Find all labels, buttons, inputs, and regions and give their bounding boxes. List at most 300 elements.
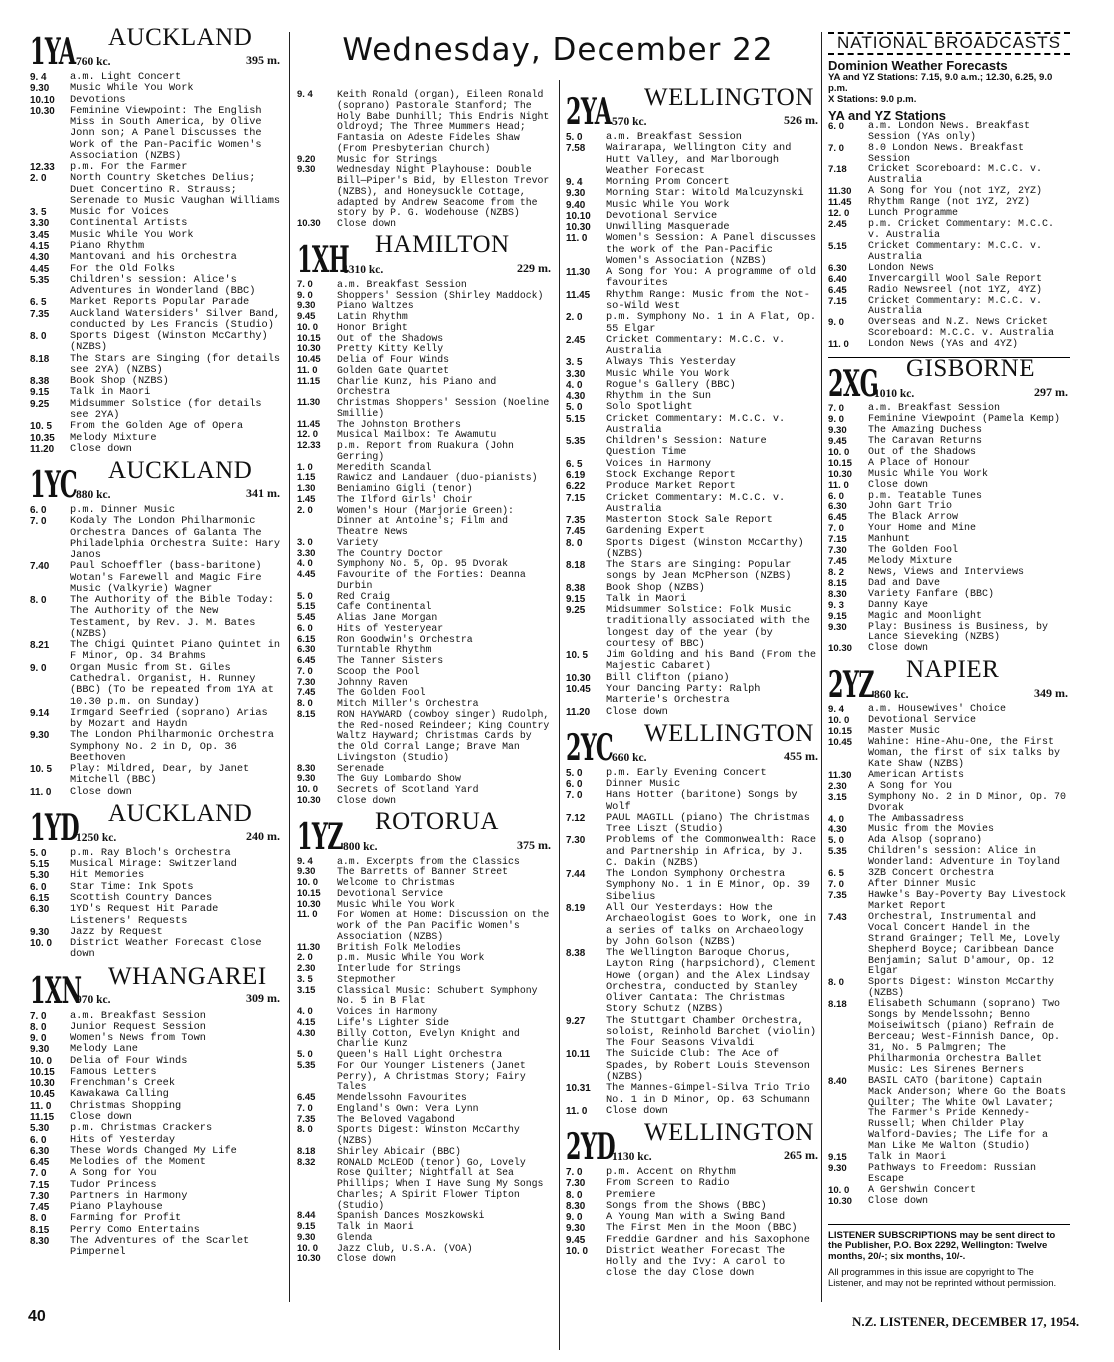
entry-time: 10.10 [566, 210, 591, 222]
entry-time: 9.40 [566, 199, 586, 211]
entry-text: From Screen to Radio [606, 1177, 730, 1190]
entry-time: 4.45 [297, 569, 316, 580]
schedule-entry [566, 290, 820, 313]
entry-time: 5. 0 [297, 1049, 313, 1060]
entry-time: 7.15 [828, 295, 847, 307]
schedule-entry [828, 1077, 1070, 1153]
entry-time: 11.45 [828, 197, 852, 209]
entry-time: 9. 0 [30, 1033, 47, 1045]
station-name: WHANGAREI [108, 962, 267, 990]
entry-text: The Stars are Singing (for details see 2YA) (NZBS) [70, 352, 281, 376]
entry-time: 9.30 [828, 621, 847, 633]
schedule-entry [297, 312, 553, 323]
entry-time: 10. 0 [297, 784, 318, 795]
schedule-entry [828, 286, 1070, 297]
entry-time: 12.33 [30, 162, 55, 174]
entry-time: 11.30 [828, 769, 852, 781]
station-wavelength: 341 m. [246, 485, 280, 500]
entry-text: Perry Como Entertains [70, 1223, 200, 1236]
entry-text: Piano Playhouse [70, 1201, 163, 1214]
entry-time: 7. 0 [828, 403, 844, 415]
schedule-entry [30, 399, 282, 422]
entry-text: District Weather Forecast The Holly and the Ivy: A carol to close the day Close down [606, 1244, 786, 1280]
entry-text: The Barretts of Banner Street [337, 866, 509, 878]
station-wavelength: 526 m. [784, 112, 818, 127]
entry-time: 8. 0 [30, 331, 47, 343]
schedule-entry [828, 144, 1070, 166]
entry-time: 11. 0 [30, 1100, 52, 1112]
entry-time: 9.15 [566, 593, 586, 605]
schedule-entry [30, 938, 282, 961]
entry-text: For Our Younger Listeners (Janet Perry), A Christmas Story; Fairy Tales [337, 1059, 526, 1093]
entry-time: 6.30 [30, 1145, 50, 1157]
schedule-entry [566, 835, 820, 869]
schedule-entry [566, 1049, 820, 1083]
schedule-entry [566, 391, 820, 402]
schedule-entry [828, 978, 1070, 1000]
entry-text: The Suicide Club: The Ace of Spades, by Robert Louis Stevenson (NZBS) [606, 1048, 810, 1083]
schedule-entry [566, 605, 820, 650]
entry-text: Rawicz and Landauer (duo-pianists) [337, 472, 538, 484]
station-header [30, 24, 282, 73]
entry-time: 8. 0 [828, 977, 844, 989]
entry-time: 5.35 [297, 1059, 316, 1071]
entry-time: 6.45 [297, 655, 316, 666]
entry-text: Golden Gate Quartet [337, 364, 450, 376]
entry-text: Christmas Shopping [70, 1099, 182, 1112]
entry-time: 9.30 [297, 773, 316, 785]
schedule-entry [828, 644, 1070, 655]
station-name: WELLINGTON [644, 719, 814, 747]
station-callsign: 1YC [30, 464, 77, 507]
column-divider [559, 80, 560, 1350]
schedule-entry [566, 267, 820, 290]
entry-time: 5. 0 [566, 767, 583, 779]
entry-text: Music from the Movies [868, 824, 995, 836]
entry-text: Latin Rhythm [337, 311, 408, 322]
entry-text: Cricket Scoreboard: M.C.C. v. Australia [868, 164, 1043, 187]
entry-text: Music While You Work [337, 898, 455, 910]
entry-text: Turntable Rhythm [337, 644, 432, 656]
schedule-entry [566, 233, 820, 267]
entry-text: Close down [606, 705, 668, 718]
entry-time: 6.22 [566, 481, 586, 493]
entry-time: 11. 0 [297, 364, 318, 376]
entry-text: 3ZB Concert Orchestra [868, 868, 995, 880]
entry-text: Close down [606, 1104, 668, 1117]
entry-time: 11. 0 [566, 1105, 588, 1117]
entry-time: 10.30 [297, 794, 321, 806]
entry-text: Cafe Continental [337, 601, 432, 613]
entry-time: 8.15 [828, 577, 847, 589]
entry-text: Rogue's Gallery (BBC) [606, 378, 736, 391]
entry-time: 6. 0 [30, 1134, 47, 1146]
entry-text: Variety [337, 536, 379, 548]
entry-time: 3.30 [30, 218, 50, 230]
schedule-entry [828, 1197, 1070, 1208]
entry-time: 9. 0 [828, 414, 844, 426]
entry-text: Feminine Viewpoint: The English Miss in South America, by Olive Jonn son; A Panel Discusses the Work of the Pan-Pacific Women's Association (NZBS) [70, 104, 262, 162]
entry-text: Out of the Shadows [868, 446, 977, 458]
entry-time: 10.30 [30, 105, 55, 117]
entry-time: 10.30 [297, 343, 321, 355]
entry-time: 9.15 [30, 387, 50, 399]
entry-text: Organ Music from St. Giles Cathedral. Organist, H. Runney (BBC) (To be repeated from 1YA at 10.30 p.m. on Sunday) [70, 661, 274, 708]
entry-time: 11.20 [566, 706, 591, 718]
entry-text: Secrets of Scotland Yard [337, 784, 479, 795]
entry-text: Ada Alsop (soprano) [868, 835, 983, 847]
entry-time: 7.35 [297, 1113, 316, 1125]
entry-text: a.m. Breakfast Session [337, 278, 467, 290]
entry-time: 1.45 [297, 493, 316, 505]
entry-text: The Country Doctor [337, 547, 444, 559]
entry-text: Devotional Service [606, 209, 718, 222]
schedule-entry [297, 975, 553, 986]
station-name: HAMILTON [375, 230, 510, 258]
entry-text: Close down [70, 785, 132, 798]
station-callsign: 1XH [297, 238, 350, 281]
entry-text: Music While You Work [70, 82, 194, 95]
schedule-entry [566, 1178, 820, 1189]
entry-text: The Caravan Returns [868, 435, 983, 447]
entry-time: 9.30 [566, 1223, 586, 1235]
entry-text: Keith Ronald (organ), Eileen Ronald (soprano) Pastorale Stanford; The Holy Babe Dunhill; This Endris Night Oldroyd; The Three Mummers Head; Fantasia on Adeste Fideles Shaw (From Presbyterian Church) [337, 89, 550, 154]
entry-text: Close down [337, 794, 396, 806]
entry-time: 7.30 [297, 676, 316, 688]
schedule-entry [566, 790, 820, 813]
entry-time: 8. 0 [30, 595, 47, 607]
entry-text: 1YD's Request Hit Parade Listeners' Requests [70, 903, 219, 927]
entry-text: Play: Business is Business, by Lance Sieveking (NZBS) [868, 621, 1049, 644]
entry-time: 9.15 [828, 610, 847, 622]
schedule-entry [30, 309, 282, 332]
entry-text: p.m. Early Evening Concert [606, 766, 767, 779]
entry-text: Junior Request Session [70, 1020, 206, 1033]
entry-time: 6.15 [30, 893, 50, 904]
entry-text: Delia of Four Winds [337, 354, 450, 365]
entry-time: 9. 0 [30, 662, 47, 674]
schedule-entry [297, 398, 553, 420]
entry-time: 12.33 [297, 440, 321, 451]
entry-time: 6.30 [828, 262, 847, 274]
entry-text: Cricket Commentary: M.C.C. v. Australia [606, 333, 786, 358]
entry-time: 9.30 [297, 164, 316, 176]
entry-text: Favourite of the Forties: Deanna Durbin [337, 569, 526, 591]
entry-time: 8.21 [30, 640, 50, 652]
entry-text: Sports Digest (Winston McCarthy) (NZBS) [70, 330, 268, 354]
entry-time: 8.18 [566, 560, 586, 572]
entry-time: 8.38 [566, 582, 586, 594]
entry-time: 8.30 [566, 1200, 586, 1212]
entry-time: 8. 0 [297, 1124, 313, 1136]
entry-time: 10.35 [30, 432, 55, 444]
entry-text: Cricket Commentary: M.C.C. v. Australia [868, 295, 1043, 318]
entry-time: 6. 0 [828, 490, 844, 502]
entry-text: Sports Digest (Winston McCarthy) (NZBS) [606, 536, 804, 560]
entry-text: Scoop the Pool [337, 665, 420, 677]
station-wavelength: 375 m. [517, 837, 551, 852]
column-2 [297, 90, 553, 1275]
entry-text: North Country Sketches Delius; Duet Concertino R. Strauss; Serenade to Music Vaughan Williams [70, 172, 281, 207]
station-name: WELLINGTON [644, 84, 814, 111]
station-callsign: 2YA [566, 91, 612, 133]
schedule-entry [297, 1104, 553, 1115]
entry-time: 6. 5 [30, 297, 47, 309]
entry-text: The Mannes-Gimpel-Silva Trio Trio No. 1 in D Minor, Op. 63 Schumann [606, 1082, 810, 1106]
schedule-entry [828, 847, 1070, 869]
schedule-entry [566, 436, 820, 459]
schedule-entry [30, 663, 282, 708]
schedule-entry [828, 340, 1070, 351]
entry-text: Kodaly The London Philharmonic Orchestra Dances of Galanta The Philadelphia Orchestra Suite: Hary Janos [70, 515, 281, 562]
schedule-entry [566, 312, 820, 335]
entry-text: All Our Yesterdays: How the Archaeologist Goes to Work, one in a series of talks on Archaeology by John Golson (NZBS) [606, 902, 817, 948]
entry-time: 10.30 [828, 643, 852, 655]
entry-text: Close down [337, 218, 396, 229]
entry-time: 4. 0 [828, 813, 844, 825]
entry-time: 4. 0 [297, 558, 313, 570]
column-divider [821, 32, 822, 1302]
entry-time: 5. 0 [828, 835, 844, 847]
entry-text: Irmgard Seefried (soprano) Arias by Mozart and Haydn [70, 706, 268, 731]
entry-time: 8.19 [566, 903, 586, 914]
schedule-entry [566, 903, 820, 948]
entry-text: The Tanner Sisters [337, 655, 444, 666]
column-4-stations [828, 355, 1070, 1218]
entry-time: 9. 3 [828, 599, 844, 611]
station-header [828, 656, 1070, 707]
schedule-entry [30, 708, 282, 731]
entry-time: 8. 0 [297, 698, 313, 709]
schedule-entry [566, 768, 820, 779]
entry-text: Manhunt [868, 534, 911, 546]
entry-text: The Beloved Vagabond [337, 1113, 455, 1125]
entry-time: 9.45 [297, 311, 316, 322]
entry-time: 9.27 [566, 1015, 586, 1027]
entry-text: Music for Strings [337, 153, 438, 165]
entry-text: Classical Music: Schubert Symphony No. 5 in B Flat [337, 984, 538, 1007]
entry-text: Shirley Abicair (BBC) [337, 1145, 461, 1157]
schedule-entry [566, 684, 820, 707]
entry-time: 10. 0 [566, 1245, 588, 1257]
schedule-entry [297, 538, 553, 549]
station-callsign: 1YZ [297, 815, 343, 858]
entry-text: Premiere [606, 1188, 656, 1201]
schedule-entry [297, 219, 553, 230]
entry-time: 10.30 [297, 1253, 321, 1265]
schedule-entry [30, 904, 282, 927]
entry-text: Famous Letters [70, 1065, 157, 1078]
entry-text: Midsummer Solstice (for details see 2YA) [70, 397, 262, 421]
schedule-entry [30, 252, 282, 263]
entry-text: Cricket Commentary: M.C.C. v. Australia [868, 240, 1043, 263]
schedule-entry [828, 1164, 1070, 1186]
entry-time: 9.30 [297, 300, 316, 312]
entry-text: Continental Artists [70, 217, 188, 230]
station-name: WELLINGTON [644, 1119, 814, 1147]
entry-text: Pathways to Freedom: Russian Escape [868, 1163, 1037, 1185]
entry-text: Melody Lane [70, 1043, 138, 1056]
entry-text: After Dinner Music [868, 879, 977, 891]
entry-text: Close down [868, 1195, 929, 1207]
entry-time: 9. 4 [30, 72, 47, 83]
schedule-entry [297, 506, 553, 538]
schedule-entry [828, 913, 1070, 979]
schedule-entry [30, 230, 282, 241]
schedule-entry [828, 165, 1070, 187]
entry-time: 9. 4 [297, 89, 313, 100]
entry-time: 5.15 [828, 240, 847, 252]
entry-time: 5.15 [297, 601, 316, 613]
entry-time: 8.15 [30, 1224, 50, 1236]
entry-time: 1.30 [297, 483, 316, 494]
entry-text: Play: Mildred, Dear, by Janet Mitchell (BBC) [70, 763, 250, 787]
entry-time: 9.20 [297, 153, 316, 165]
schedule-entry [566, 335, 820, 358]
entry-text: Hit Memories [70, 869, 145, 882]
schedule-entry [30, 1033, 282, 1044]
entry-time: 6.15 [297, 633, 316, 645]
entry-time: 3.15 [297, 984, 316, 996]
schedule-entry [566, 538, 820, 561]
entry-time: 6.30 [30, 904, 50, 916]
entry-time: 10. 0 [828, 715, 850, 727]
entry-text: Bill Clifton (piano) [606, 671, 730, 684]
entry-text: 8.0 London News. Breakfast Session [868, 142, 1025, 165]
entry-text: Rhythm Range: Music from the Not-so-Wild West [606, 288, 810, 312]
entry-text: Scottish Country Dances [70, 892, 213, 904]
entry-text: The Wellington Baroque Chorus, Layton Ring (harpsichord), Clement Howe (organ) and the Alex Lindsay Orchestra, conducted by Stanley Oliver Cantata: The Christmas Story Schutz (NZBS) [606, 947, 817, 1016]
entry-time: 10.10 [30, 94, 55, 106]
entry-time: 9.30 [828, 424, 847, 436]
entry-text: Tudor Princess [70, 1178, 157, 1191]
schedule-entry [566, 493, 820, 516]
entry-text: Hawke's Bay-Poverty Bay Livestock Market Report [868, 890, 1067, 912]
entry-text: Women's News from Town [70, 1032, 206, 1045]
entry-text: Morning Star: Witold Malcuzynski [606, 187, 804, 200]
station-wavelength: 349 m. [1034, 686, 1068, 701]
entry-time: 10. 5 [30, 421, 52, 433]
entry-time: 10.45 [297, 354, 321, 365]
page-number: 40 [28, 1308, 46, 1325]
entry-text: Midsummer Solstice: Folk Music traditionally associated with the longest day of the year (by courtesy of BBC) [606, 604, 810, 650]
schedule-entry [828, 590, 1070, 601]
entry-text: Orchestral, Instrumental and Vocal Concert Handel in the Strand Grainger; Tell Me, Lovely Shepherd Boyce; Caribbean Dance Benjamin; Salut D'amour, Op. 12 Elgar [868, 911, 1061, 978]
entry-text: Feminine Viewpoint (Pamela Kemp) [868, 414, 1061, 426]
entry-text: Rhythm Range (not 1YZ, 2YZ) [868, 197, 1031, 209]
entry-text: Songs from the Shows (BBC) [606, 1199, 767, 1212]
schedule-entry [297, 377, 553, 399]
entry-text: Talk in Maori [70, 386, 151, 399]
station-name: AUCKLAND [108, 24, 253, 51]
entry-text: p.m. Dinner Music [70, 504, 176, 517]
entry-time: 8.38 [30, 376, 50, 388]
entry-time: 2. 0 [30, 173, 47, 185]
entry-time: 8.30 [828, 588, 847, 600]
entry-text: British Folk Melodies [337, 941, 461, 953]
entry-time: 11. 0 [566, 233, 588, 245]
entry-time: 2.45 [828, 219, 847, 231]
schedule-entry [297, 301, 553, 312]
entry-text: Music While You Work [606, 367, 730, 380]
schedule-entry [297, 964, 553, 975]
entry-time: 7.45 [566, 526, 586, 538]
schedule-entry [828, 275, 1070, 286]
entry-time: 9.30 [30, 926, 50, 938]
schedule-entry [566, 1246, 820, 1280]
entry-time: 8.18 [297, 1145, 316, 1157]
station-wavelength: 309 m. [246, 991, 280, 1006]
entry-time: 7.43 [828, 911, 847, 923]
entry-time: 9.30 [30, 730, 50, 742]
schedule-entry [30, 444, 282, 455]
entry-time: 10.45 [566, 684, 591, 696]
entry-text: London News [868, 262, 935, 274]
entry-time: 6. 0 [828, 120, 844, 132]
copyright-note: All programmes in this issue are copyright to The Listener, and may not be reprinted without permission. [828, 1267, 1057, 1289]
schedule-entry [828, 524, 1070, 535]
column-divider [289, 32, 290, 1302]
entry-time: 10.30 [828, 468, 852, 480]
entry-time: 6. 0 [30, 505, 47, 517]
schedule-entry [828, 318, 1070, 340]
schedule-entry [30, 106, 282, 162]
schedule-entry [297, 1233, 553, 1244]
station-callsign: 2YD [566, 1126, 615, 1169]
entry-time: 9.25 [30, 398, 50, 410]
entry-text: Ron Goodwin's Orchestra [337, 633, 473, 645]
entry-text: Pretty Kitty Kelly [337, 343, 444, 355]
entry-text: a.m. Breakfast Session [606, 131, 742, 143]
entry-text: Hits of Yesteryear [337, 622, 444, 634]
station-frequency: 970 kc. [76, 994, 111, 1007]
entry-time: 8.30 [30, 1235, 50, 1247]
entry-text: Piano Rhythm [70, 239, 145, 252]
schedule-entry [30, 859, 282, 870]
schedule-entry [30, 387, 282, 398]
station-frequency: 660 kc. [612, 751, 647, 764]
entry-text: Close down [337, 1253, 396, 1265]
station-frequency: 1130 kc. [612, 1150, 652, 1163]
entry-text: American Artists [868, 769, 965, 781]
entry-text: The Stuttgart Chamber Orchestra, soloist, Reinhold Barchet (violin) The Four Seasons Vivaldi [606, 1014, 817, 1050]
schedule-entry [297, 796, 553, 807]
entry-text: Wednesday Night Playhouse: Double Bill—Piper's Bid, by Elleston Trevor (NZBS), and Honeysuckle Cottage, adapted by Andrew Seacome from the story by P. G. Wodehouse (NZBS) [337, 164, 550, 219]
station-frequency: 1250 kc. [76, 831, 117, 844]
schedule-entry [30, 1213, 282, 1224]
entry-time: 5.35 [828, 846, 847, 858]
entry-text: News, Views and Interviews [868, 566, 1025, 578]
entry-text: Paul Schoeffler (bass-baritone) Wotan's Farewell and Magic Fire Music (Valkyrie) Wagner [70, 560, 262, 595]
station-header [297, 230, 553, 281]
schedule-entry [297, 656, 553, 667]
entry-time: 10.15 [30, 1066, 55, 1078]
entry-time: 10.15 [297, 887, 321, 899]
entry-text: A Song for You [868, 780, 953, 792]
schedule-entry [297, 570, 553, 592]
weather-title: Dominion Weather Forecasts [828, 57, 1008, 73]
entry-time: 9.45 [566, 1234, 586, 1246]
entry-text: p.m. Report from Ruakura (John Gerring) [337, 440, 514, 462]
schedule-entry [828, 716, 1070, 727]
entry-time: 6.45 [30, 1157, 50, 1169]
entry-time: 9. 4 [828, 704, 844, 716]
entry-text: Music While You Work [868, 468, 989, 480]
entry-time: 7.12 [566, 812, 586, 824]
station-callsign: 1XN [30, 969, 82, 1012]
entry-time: 9.15 [297, 1221, 316, 1232]
station-wavelength: 265 m. [784, 1147, 818, 1162]
